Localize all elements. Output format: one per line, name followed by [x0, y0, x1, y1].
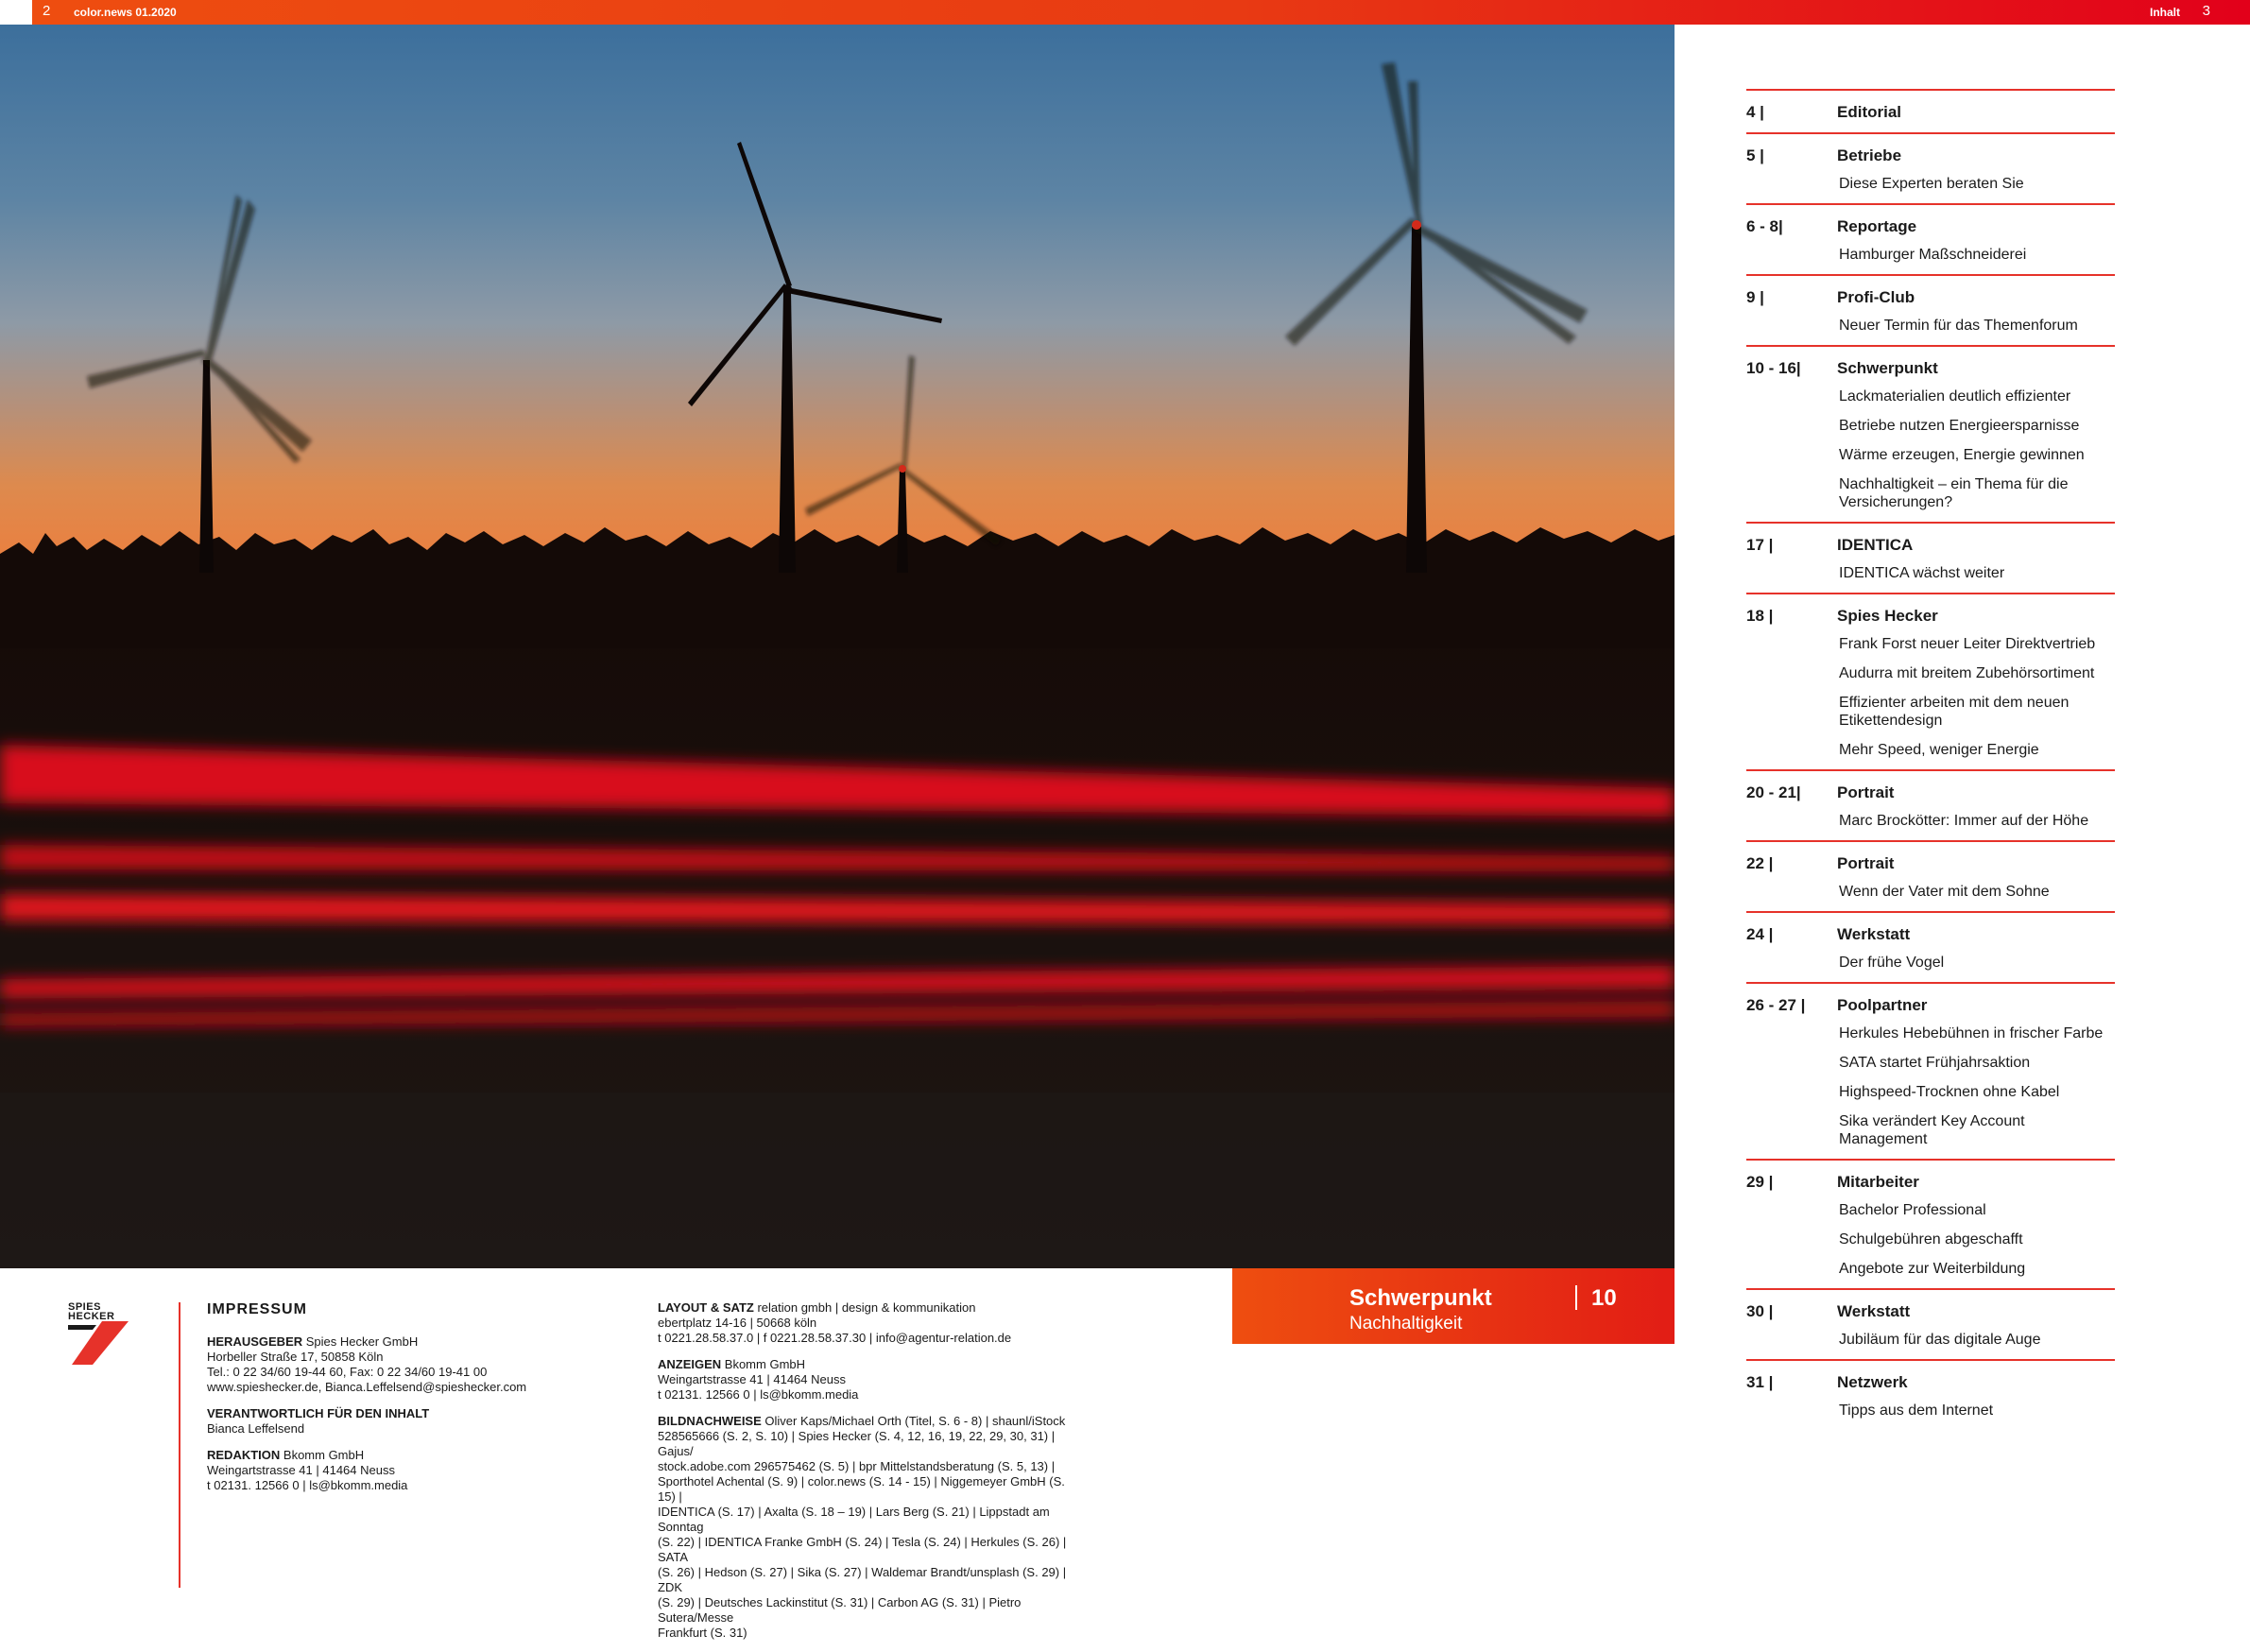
focus-page-number: 10	[1591, 1285, 1617, 1311]
photo-illustration	[0, 25, 1675, 1268]
impressum-value: Bkomm GmbH	[280, 1448, 365, 1462]
toc-item-list	[1839, 246, 2115, 264]
toc-section-title: Werkstatt	[1837, 925, 1911, 943]
impressum-line: Bianca Leffelsend	[207, 1421, 305, 1436]
impressum-line: Horbeller Straße 17, 50858 Köln	[207, 1350, 384, 1364]
toc-article-title: Der frühe Vogel	[1839, 955, 1945, 971]
focus-teaser	[1232, 1268, 1675, 1344]
toc-item-list	[1839, 1402, 2115, 1420]
toc-item-list	[1839, 1024, 2115, 1148]
impressum-value: Oliver Kaps/Michael Orth (Titel, S. 6 - 8) | shaunl/iStock	[761, 1414, 1066, 1428]
toc-page-range: 9 |	[1746, 288, 1764, 306]
impressum-line: t 0221.28.58.37.0 | f 0221.28.58.37.30 | info@agentur-relation.de	[658, 1331, 1012, 1345]
impressum-section	[0, 1268, 1228, 1640]
toc-page-range: 24 |	[1746, 925, 1774, 943]
toc-item-list	[1839, 317, 2115, 335]
logo-text-line-2: HECKER	[68, 1311, 115, 1322]
toc-entry-head	[1746, 1173, 2115, 1192]
toc-item-list	[1839, 812, 2115, 830]
impressum-line: ebertplatz 14-16 | 50668 köln	[658, 1316, 817, 1330]
toc-entry	[1746, 132, 2115, 203]
toc-article-title: Jubiläum für das digitale Auge	[1839, 1332, 2041, 1348]
impressum-line: Weingartstrasse 41 | 41464 Neuss	[207, 1463, 395, 1477]
toc-page-range: 17 |	[1746, 536, 1774, 554]
focus-separator	[1575, 1285, 1577, 1310]
toc-section-title: Spies Hecker	[1837, 607, 1938, 625]
toc-page-range: 31 |	[1746, 1373, 1774, 1391]
impressum-line: (S. 22) | IDENTICA Franke GmbH (S. 24) | Tesla (S. 24) | Herkules (S. 26) | SATA	[658, 1535, 1067, 1564]
toc-entry-head	[1746, 1302, 2115, 1321]
toc-article-title: Bachelor Professional	[1839, 1202, 1986, 1218]
impressum-block-heading	[207, 1448, 604, 1463]
toc-section-title: Editorial	[1837, 103, 1902, 121]
toc-article-title: Effizienter arbeiten mit dem neuen Etikettendesign	[1839, 695, 2070, 729]
toc-article-title: Marc Brockötter: Immer auf der Höhe	[1839, 813, 2089, 829]
impressum-line: Frankfurt (S. 31)	[658, 1626, 747, 1640]
impressum-title: IMPRESSUM	[207, 1301, 307, 1317]
toc-article-title: Audurra mit breitem Zubehörsortiment	[1839, 665, 2095, 681]
toc-item-list	[1839, 954, 2115, 972]
toc-entry	[1746, 1288, 2115, 1359]
toc-article-title: IDENTICA wächst weiter	[1839, 565, 2005, 581]
toc-section-title: Portrait	[1837, 783, 1895, 801]
toc-page-range: 26 - 27 |	[1746, 996, 1806, 1014]
toc-article-title: Wärme erzeugen, Energie gewinnen	[1839, 447, 2085, 463]
toc-item-list	[1839, 635, 2115, 759]
toc-entry	[1746, 203, 2115, 274]
toc-entry	[1746, 345, 2115, 522]
impressum-label: REDAKTION	[207, 1448, 281, 1462]
impressum-line: IDENTICA (S. 17) | Axalta (S. 18 – 19) | Lars Berg (S. 21) | Lippstadt am Sonntag	[658, 1505, 1050, 1534]
impressum-line: Weingartstrasse 41 | 41464 Neuss	[658, 1372, 846, 1386]
toc-section-title: Reportage	[1837, 217, 1917, 235]
top-bar-gutter	[0, 0, 32, 25]
toc-article-title: Herkules Hebebühnen in frischer Farbe	[1839, 1025, 2104, 1041]
logo-text-line-1: SPIES	[68, 1301, 101, 1313]
impressum-block-heading	[207, 1406, 604, 1421]
toc-article-title: Diese Experten beraten Sie	[1839, 176, 2024, 192]
toc-entry-head	[1746, 359, 2115, 378]
impressum-line: t 02131. 12566 0 | ls@bkomm.media	[658, 1387, 859, 1402]
toc-article-title: Frank Forst neuer Leiter Direktvertrieb	[1839, 636, 2096, 652]
wind-turbine-4	[1285, 62, 1588, 573]
wind-turbine-3	[805, 355, 1002, 573]
impressum-line: 528565666 (S. 2, S. 10) | Spies Hecker (S. 4, 12, 16, 19, 22, 29, 30, 31) | Gajus/	[658, 1429, 1056, 1458]
toc-section-title: Werkstatt	[1837, 1302, 1911, 1320]
toc-page-range: 30 |	[1746, 1302, 1774, 1320]
impressum-value: relation gmbh | design & kommunikation	[753, 1300, 976, 1315]
toc-article-title: Sika verändert Key Account Management	[1839, 1113, 2025, 1147]
focus-title: Schwerpunkt	[1349, 1285, 1492, 1311]
impressum-block	[207, 1334, 604, 1395]
table-of-contents	[1746, 89, 2115, 1430]
toc-entry	[1746, 89, 2115, 132]
toc-section-title: Netzwerk	[1837, 1373, 1908, 1391]
toc-entry	[1746, 982, 2115, 1159]
toc-article-title: Angebote zur Weiterbildung	[1839, 1261, 2026, 1277]
toc-entry	[1746, 840, 2115, 911]
spies-hecker-logo	[68, 1302, 136, 1369]
impressum-label: HERAUSGEBER	[207, 1334, 303, 1349]
impressum-value: Bkomm GmbH	[721, 1357, 806, 1371]
toc-article-title: Wenn der Vater mit dem Sohne	[1839, 884, 2050, 900]
toc-section-title: Profi-Club	[1837, 288, 1915, 306]
impressum-block	[207, 1406, 604, 1437]
impressum-line: Sporthotel Achental (S. 9) | color.news (S. 14 - 15) | Niggemeyer GmbH (S. 15) |	[658, 1474, 1065, 1504]
impressum-block-heading	[658, 1414, 1083, 1429]
toc-entry	[1746, 274, 2115, 345]
impressum-block	[658, 1357, 1083, 1402]
toc-entry	[1746, 911, 2115, 982]
toc-entry-head	[1746, 996, 2115, 1015]
impressum-divider	[179, 1302, 180, 1588]
toc-article-title: SATA startet Frühjahrsaktion	[1839, 1055, 2031, 1071]
impressum-line: (S. 26) | Hedson (S. 27) | Sika (S. 27) | Waldemar Brandt/unsplash (S. 29) | ZDK	[658, 1565, 1067, 1594]
toc-entry-head	[1746, 783, 2115, 802]
toc-entry	[1746, 593, 2115, 769]
toc-section-title: IDENTICA	[1837, 536, 1914, 554]
toc-article-title: Neuer Termin für das Themenforum	[1839, 318, 2078, 334]
top-bar	[0, 0, 2250, 25]
toc-entry	[1746, 522, 2115, 593]
toc-entry-head	[1746, 607, 2115, 626]
toc-entry-head	[1746, 288, 2115, 307]
impressum-label: VERANTWORTLICH FÜR DEN INHALT	[207, 1406, 430, 1420]
impressum-label: ANZEIGEN	[658, 1357, 722, 1371]
toc-entry-head	[1746, 536, 2115, 555]
impressum-block-heading	[207, 1334, 604, 1350]
toc-entry-head	[1746, 217, 2115, 236]
toc-item-list	[1839, 1331, 2115, 1349]
toc-article-title: Tipps aus dem Internet	[1839, 1402, 1994, 1419]
toc-section-title: Mitarbeiter	[1837, 1173, 1919, 1191]
toc-article-title: Mehr Speed, weniger Energie	[1839, 742, 2039, 758]
impressum-block	[207, 1448, 604, 1493]
impressum-block	[658, 1414, 1083, 1641]
impressum-line: t 02131. 12566 0 | ls@bkomm.media	[207, 1478, 408, 1492]
toc-article-title: Lackmaterialien deutlich effizienter	[1839, 388, 2071, 404]
impressum-label: LAYOUT & SATZ	[658, 1300, 754, 1315]
impressum-column-2	[658, 1300, 1083, 1652]
toc-entry-head	[1746, 103, 2115, 122]
toc-article-title: Betriebe nutzen Energieersparnisse	[1839, 418, 2080, 434]
toc-item-list	[1839, 175, 2115, 193]
toc-entry-head	[1746, 146, 2115, 165]
toc-section-title: Schwerpunkt	[1837, 359, 1938, 377]
wind-turbines-photo	[0, 25, 1675, 1268]
impressum-line: www.spieshecker.de, Bianca.Leffelsend@spieshecker.com	[207, 1380, 527, 1394]
impressum-col1-blocks	[207, 1334, 604, 1493]
toc-entry-head	[1746, 1373, 2115, 1392]
toc-item-list	[1839, 883, 2115, 901]
page-number-left: 2	[43, 3, 51, 19]
toc-section-title: Betriebe	[1837, 146, 1902, 164]
impressum-label: BILDNACHWEISE	[658, 1414, 762, 1428]
toc-page-range: 5 |	[1746, 146, 1764, 164]
toc-entry	[1746, 1159, 2115, 1288]
wind-turbine-1	[87, 195, 312, 573]
toc-article-title: Highspeed-Trocknen ohne Kabel	[1839, 1084, 2060, 1100]
toc-entry-head	[1746, 854, 2115, 873]
impressum-line: Tel.: 0 22 34/60 19-44 60, Fax: 0 22 34/60 19-41 00	[207, 1365, 488, 1379]
section-label: Inhalt	[2150, 6, 2180, 19]
toc-entry-head	[1746, 925, 2115, 944]
toc-page-range: 10 - 16|	[1746, 359, 1801, 377]
toc-item-list	[1839, 564, 2115, 582]
page-number-right: 3	[2202, 3, 2210, 19]
toc-section-title: Portrait	[1837, 854, 1895, 872]
impressum-block-heading	[658, 1357, 1083, 1372]
logo-slash-icon	[68, 1321, 129, 1365]
toc-article-title: Nachhaltigkeit – ein Thema für die Versicherungen?	[1839, 476, 2069, 510]
toc-entry	[1746, 769, 2115, 840]
toc-page-range: 18 |	[1746, 607, 1774, 625]
toc-entry	[1746, 1359, 2115, 1430]
toc-article-title: Schulgebühren abgeschafft	[1839, 1231, 2023, 1248]
toc-article-title: Hamburger Maßschneiderei	[1839, 247, 2027, 263]
focus-subtitle: Nachhaltigkeit	[1349, 1314, 1463, 1334]
toc-page-range: 29 |	[1746, 1173, 1774, 1191]
impressum-block	[658, 1300, 1083, 1346]
impressum-column-1	[207, 1302, 604, 1505]
toc-section-title: Poolpartner	[1837, 996, 1928, 1014]
impressum-block-heading	[658, 1300, 1083, 1316]
toc-page-range: 20 - 21|	[1746, 783, 1801, 801]
impressum-line: (S. 29) | Deutsches Lackinstitut (S. 31) | Carbon AG (S. 31) | Pietro Sutera/Messe	[658, 1595, 1022, 1625]
magazine-issue: color.news 01.2020	[74, 6, 177, 19]
toc-page-range: 4 |	[1746, 103, 1764, 121]
toc-item-list	[1839, 387, 2115, 511]
impressum-value: Spies Hecker GmbH	[302, 1334, 419, 1349]
toc-page-range: 6 - 8|	[1746, 217, 1783, 235]
toc-page-range: 22 |	[1746, 854, 1774, 872]
toc-item-list	[1839, 1201, 2115, 1278]
impressum-line: stock.adobe.com 296575462 (S. 5) | bpr Mittelstandsberatung (S. 5, 13) |	[658, 1459, 1056, 1473]
